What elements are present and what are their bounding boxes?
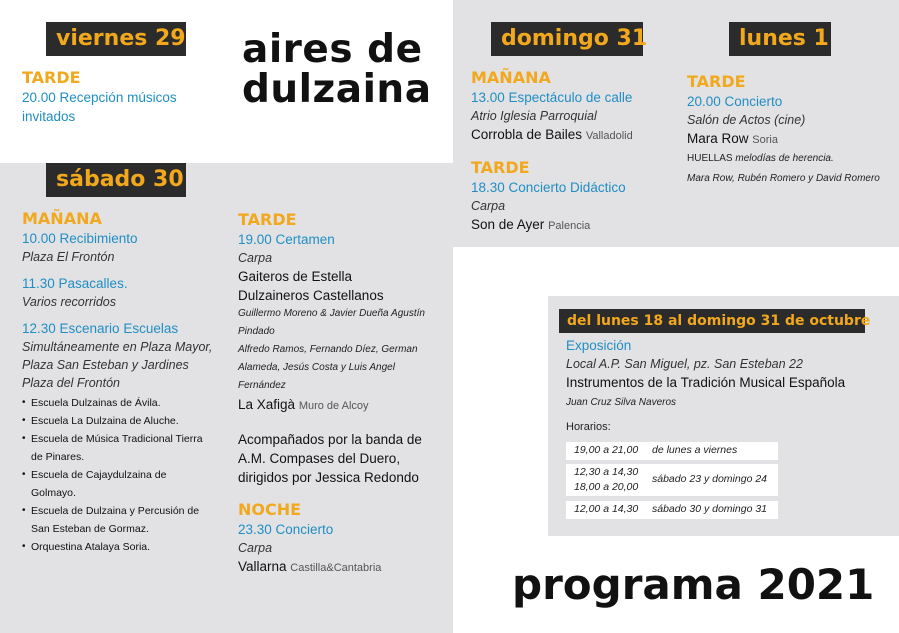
sabado-venue-1: Plaza El Frontón: [22, 250, 115, 264]
band-note: Acompañados por la banda de A.M. Compases del Duero, dirigidos por Jessica Redondo: [238, 432, 422, 485]
sabado-event-2: 11.30 Pasacalles.: [22, 276, 128, 291]
noche-performer-name: Vallarna: [238, 559, 287, 574]
hours-time: 19,00 a 21,00: [574, 444, 639, 456]
expo-block: [566, 336, 886, 436]
sabado-tag: sábado 30: [46, 163, 186, 197]
domingo-tarde-perf-origin: Palencia: [548, 220, 591, 232]
domingo-manana-venue: Atrio Iglesia Parroquial: [471, 109, 597, 123]
expo-event: Exposición: [566, 338, 632, 353]
sabado-venue-2: Varios recorridos: [22, 295, 117, 309]
viernes-event: 20.00 Recepción músicos invitados: [22, 90, 177, 124]
lunes-perf-name: Mara Row: [687, 131, 749, 146]
domingo-manana-perf-origin: Valladolid: [585, 130, 633, 142]
domingo-tarde-perf-name: Son de Ayer: [471, 217, 545, 232]
hours-time: 12,00 a 14,30: [574, 503, 639, 515]
domingo-manana-event: 13.00 Espectáculo de calle: [471, 90, 633, 105]
sabado-noche-event: 23.30 Concierto: [238, 522, 334, 537]
hours-row: [566, 501, 778, 519]
hours-days: de lunes a viernes: [652, 444, 738, 456]
program-title: programa 2021: [512, 560, 875, 609]
viernes-period: TARDE: [22, 68, 81, 87]
hours-label: Horarios:: [566, 421, 611, 433]
hours-days: sábado 30 y domingo 31: [652, 503, 768, 515]
school-item: • Escuela La Dulzaina de Aluche.: [22, 412, 214, 430]
school-item: • Escuela de Cajaydulzaina de Golmayo.: [22, 466, 214, 502]
sabado-noche-block: [238, 500, 434, 578]
domingo-manana-period: MAÑANA: [471, 68, 551, 87]
sabado-manana-period: MAÑANA: [22, 209, 102, 228]
expo-title: Instrumentos de la Tradición Musical Española: [566, 375, 846, 390]
school-item: • Escuela de Música Tradicional Tierra de Pinares.: [22, 430, 214, 466]
domingo-tarde-venue: Carpa: [471, 199, 506, 213]
school-item: • Escuela de Dulzaina y Percusión de San Esteban de Gormaz.: [22, 502, 214, 538]
expo-venue: Local A.P. San Miguel, pz. San Esteban 22: [566, 357, 803, 371]
hours-time-2: 18,00 a 20,00: [574, 481, 639, 493]
hours-row: [566, 442, 778, 460]
domingo-tarde-performer: [471, 215, 667, 236]
domingo-tag: domingo 31: [491, 22, 643, 56]
domingo-manana-block: [471, 68, 667, 146]
sabado-noche-venue: Carpa: [238, 541, 273, 555]
expo-author: Juan Cruz Silva Naveros: [566, 397, 677, 408]
huellas-line: [687, 150, 887, 168]
group-1: Gaiteros de Estella: [238, 269, 353, 284]
viernes-block: [22, 68, 222, 126]
group-3-name: La Xafigà: [238, 397, 296, 412]
sabado-tarde-venue: Carpa: [238, 251, 273, 265]
domingo-manana-perf-name: Corrobla de Bailes: [471, 127, 583, 142]
sabado-venue-3: Simultáneamente en Plaza Mayor, Plaza San Esteban y Jardines Plaza del Frontón: [22, 340, 213, 390]
domingo-tarde-block: [471, 158, 667, 236]
lunes-event: 20.00 Concierto: [687, 94, 783, 109]
lunes-performer: [687, 129, 887, 150]
sabado-manana-block: [22, 209, 214, 556]
sabado-event-1: 10.00 Recibimiento: [22, 231, 138, 246]
noche-performer-origin: Castilla&Cantabria: [290, 562, 382, 574]
schools-list: [22, 394, 214, 556]
hours-row: [566, 464, 778, 496]
expo-tag: del lunes 18 al domingo 31 de octubre: [559, 309, 865, 333]
sabado-tarde-block: [238, 210, 434, 487]
lunes-perf-origin: Soria: [752, 134, 778, 146]
sabado-tarde-event: 19.00 Certamen: [238, 232, 335, 247]
lunes-period: TARDE: [687, 72, 746, 91]
group-3: [238, 395, 434, 416]
poster-title: [242, 27, 432, 112]
huellas-title: HUELLAS: [687, 153, 733, 164]
sabado-tarde-period: TARDE: [238, 210, 297, 229]
school-item: • Orquestina Atalaya Soria.: [22, 538, 214, 556]
domingo-manana-performer: [471, 125, 667, 146]
hours-time: 12,30 a 14,30: [574, 466, 639, 478]
hours-days: sábado 23 y domingo 24: [652, 473, 768, 485]
viernes-tag: viernes 29: [46, 22, 186, 56]
huellas-subtitle: melodías de herencia.: [735, 153, 834, 164]
school-item: • Escuela Dulzainas de Ávila.: [22, 394, 214, 412]
title-line-2: dulzaina: [242, 67, 432, 112]
sabado-event-3: 12.30 Escenario Escuelas: [22, 321, 179, 336]
members-1: Guillermo Moreno & Javier Dueña Agustín Pindado: [238, 308, 425, 337]
domingo-tarde-period: TARDE: [471, 158, 530, 177]
sabado-noche-period: NOCHE: [238, 500, 302, 519]
members-2: Alfredo Ramos, Fernando Díez, German Alameda, Jesús Costa y Luis Angel Fernández: [238, 344, 418, 391]
lunes-venue: Salón de Actos (cine): [687, 113, 806, 127]
lunes-block: [687, 72, 887, 188]
lunes-tag: lunes 1: [729, 22, 831, 56]
group-3-origin: Muro de Alcoy: [298, 400, 369, 412]
domingo-tarde-event: 18.30 Concierto Didáctico: [471, 180, 626, 195]
lunes-credits: Mara Row, Rubén Romero y David Romero: [687, 173, 880, 184]
title-line-1: aires de: [242, 27, 423, 72]
noche-performer: [238, 557, 434, 578]
group-2: Dulzaineros Castellanos: [238, 288, 384, 303]
